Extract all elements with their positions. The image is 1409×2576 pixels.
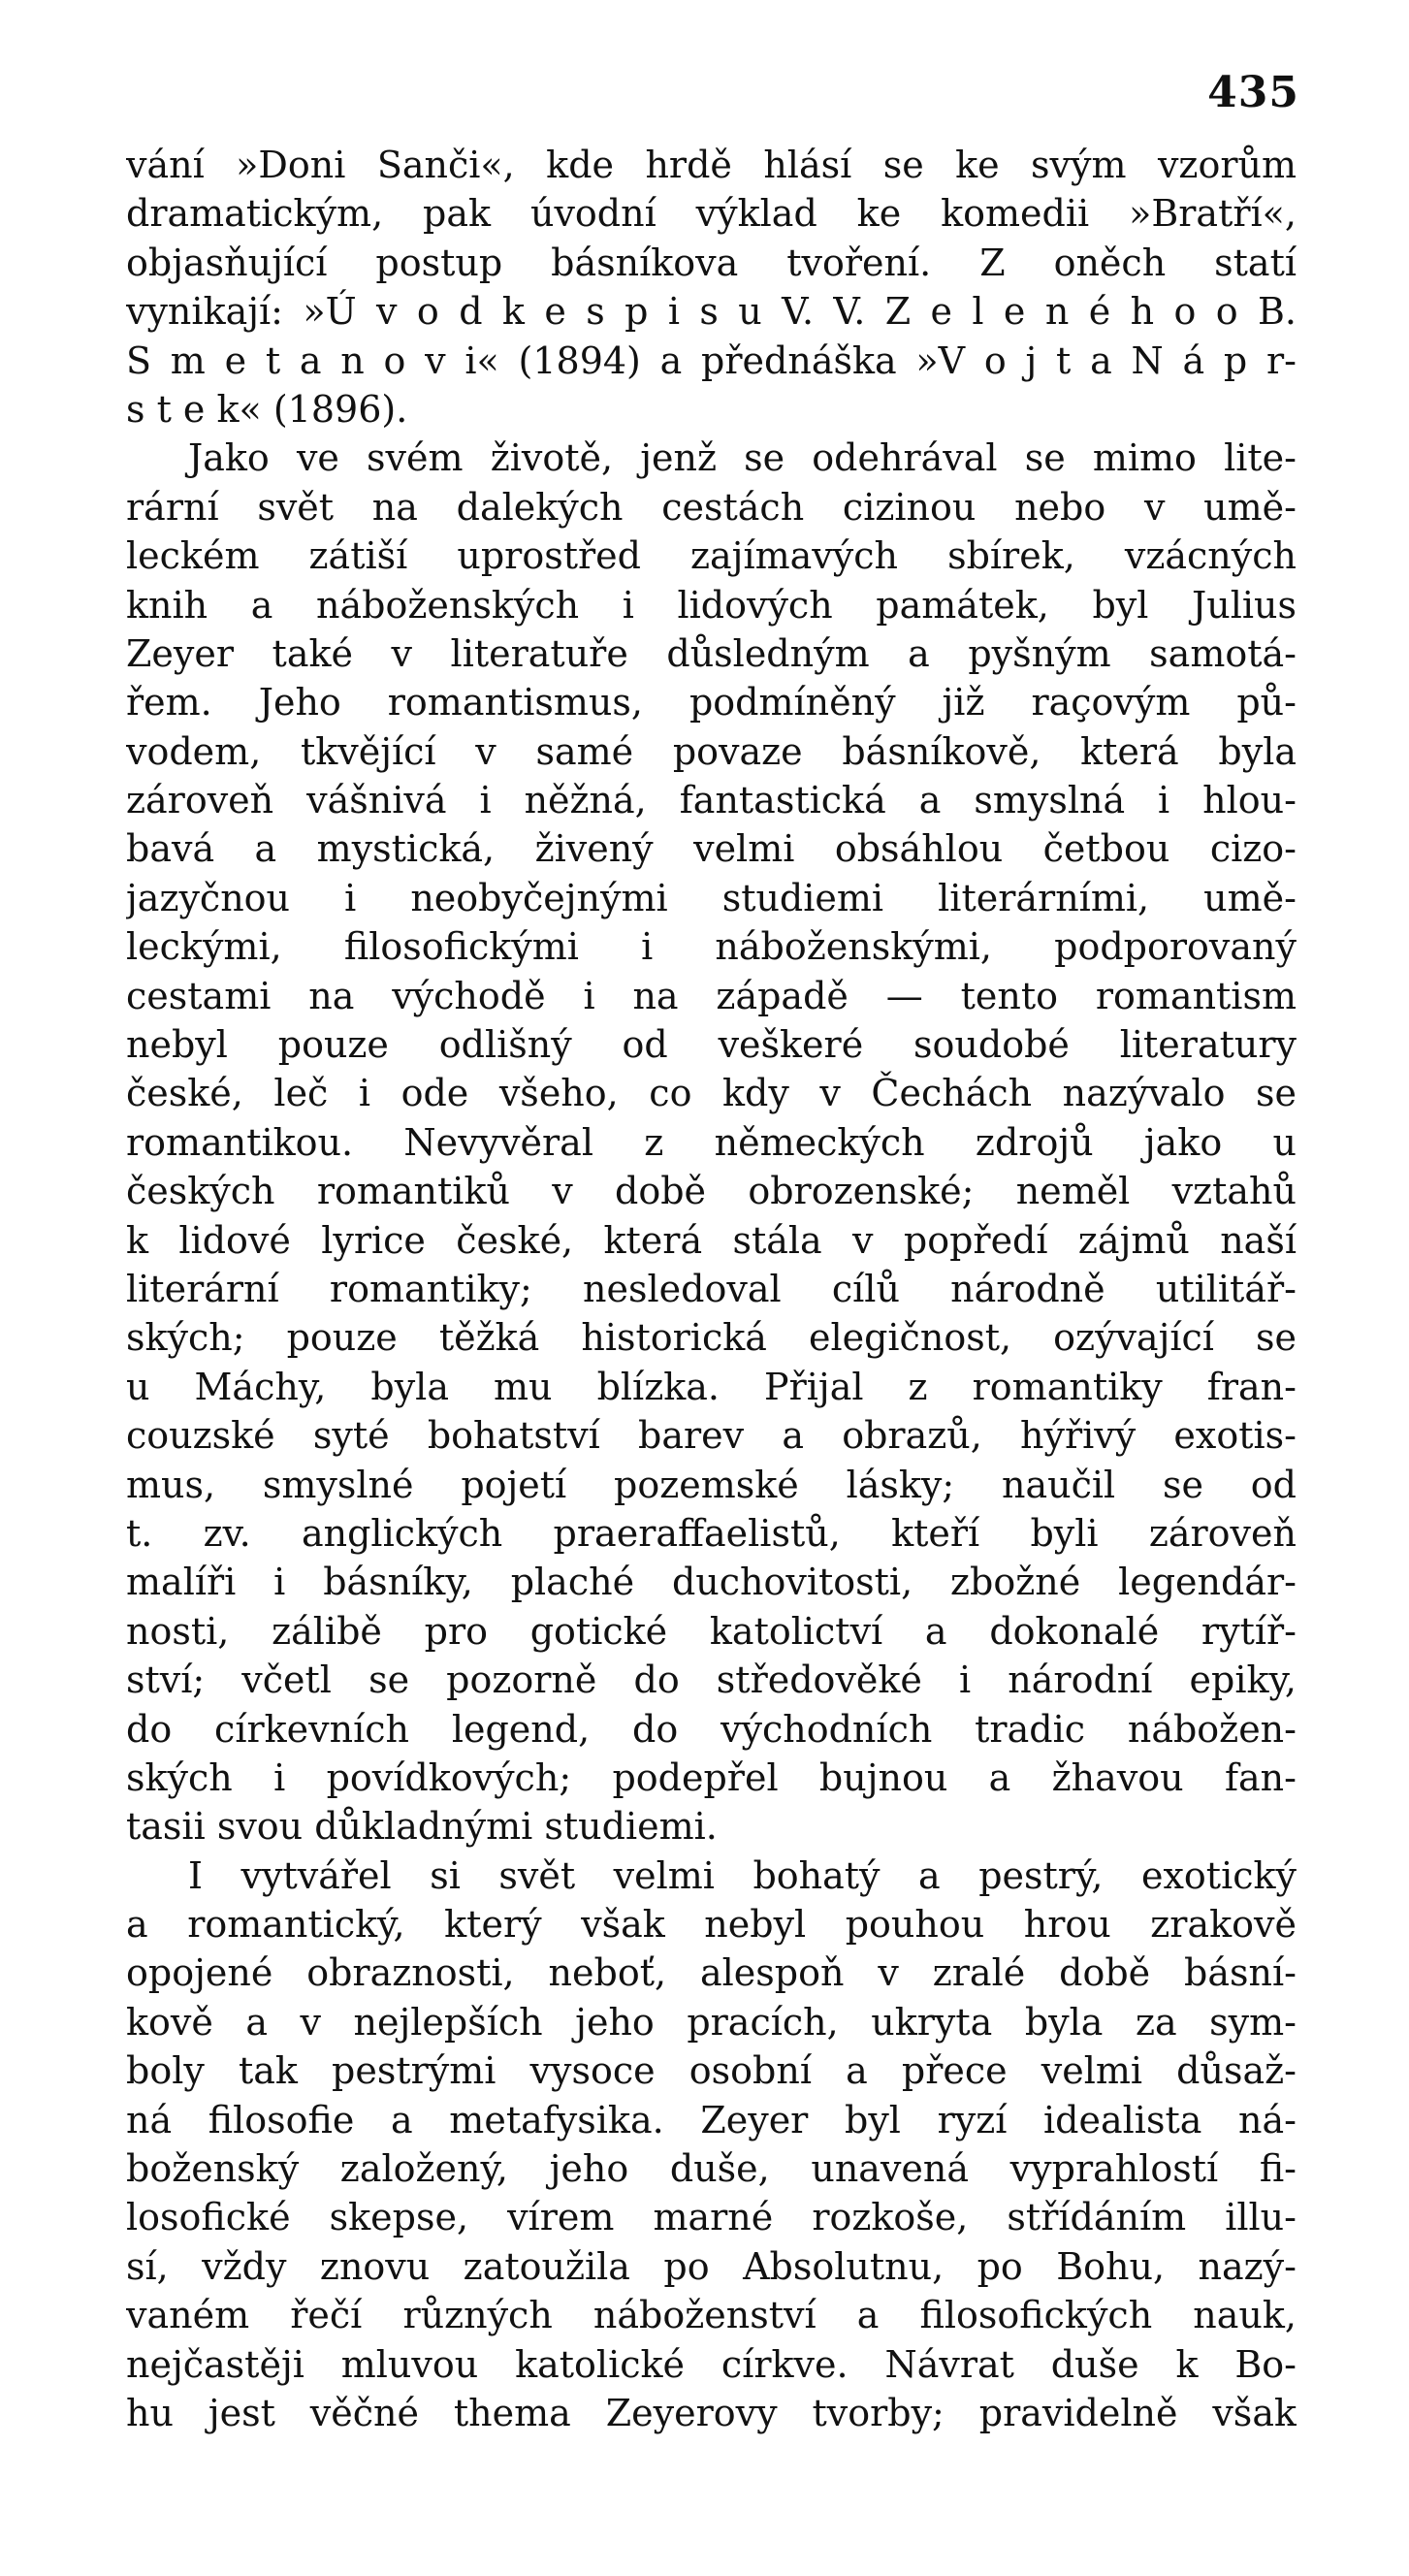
text-line: vání »Doni Sanči«, kde hrdě hlásí se ke svým vzorům — [126, 144, 1297, 186]
text-line: vaném řečí různých náboženství a filosofických nauk, — [126, 2294, 1297, 2337]
text-line: objasňující postup básníkova tvoření. Z oněch statí — [126, 241, 1297, 284]
text-line: nebyl pouze odlišný od veškeré soudobé literatury — [126, 1023, 1297, 1067]
page-number: 435 — [1207, 68, 1299, 117]
text-line: couzské syté bohatství barev a obrazů, hýřivý exotis- — [126, 1414, 1297, 1458]
text-line: ských; pouze těžká historická elegičnost, ozývající se — [126, 1316, 1297, 1360]
text-line: nosti, zálibě pro gotické katolictví a dokonalé rytíř- — [126, 1609, 1297, 1653]
text-line: bavá a mystická, živený velmi obsáhlou četbou cizo- — [126, 827, 1297, 871]
text-line: vynikají: »Ú v o d k e s p i s u V. V. Z e l e n é h o o B. — [126, 290, 1297, 334]
text-line: zároveň vášnivá i něžná, fantastická a smyslná i hlou- — [126, 779, 1297, 822]
text-line: S m e t a n o v i« (1894) a přednáška »V o j t a N á p r- — [126, 338, 1297, 382]
text-line: ství; včetl se pozorně do středověké i národní epiky, — [126, 1658, 1297, 1702]
text-line: opojené obraznosti, neboť, alespoň v zralé době básní- — [126, 1951, 1297, 1995]
text-line: rární svět na dalekých cestách cizinou nebo v umě- — [126, 485, 1297, 529]
text-line: mus, smyslné pojetí pozemské lásky; naučil se od — [126, 1463, 1297, 1506]
text-line: řem. Jeho romantismus, podmíněný již raçovým pů- — [126, 681, 1297, 724]
text-line: knih a náboženských i lidových památek, byl Julius — [126, 583, 1297, 627]
text-line: k lidové lyrice české, která stála v popředí zájmů naší — [126, 1218, 1297, 1262]
text-line: leckými, filosofickými i náboženskými, podporovaný — [126, 925, 1297, 969]
text-line: kově a v nejlepších jeho pracích, ukryta byla za sym- — [126, 2000, 1297, 2044]
text-line: ná filosofie a metafysika. Zeyer byl ryzí idealista ná- — [126, 2098, 1297, 2141]
text-line: malíři i básníky, plaché duchovitosti, zbožné legendár- — [126, 1561, 1297, 1604]
text-line: boženský založený, jeho duše, unavená vyprahlostí fi- — [126, 2147, 1297, 2191]
text-line: s t e k« (1896). — [126, 387, 408, 431]
text-line: Jako ve svém životě, jenž se odehrával se mimo lite- — [188, 436, 1297, 480]
text-line: boly tak pestrými vysoce osobní a přece velmi důsaž- — [126, 2049, 1297, 2093]
text-line: tasii svou důkladnými studiemi. — [126, 1805, 718, 1849]
text-line: literární romantiky; nesledoval cílů národně utilitář- — [126, 1267, 1297, 1310]
text-line: jazyčnou i neobyčejnými studiemi literárními, umě- — [126, 876, 1297, 919]
text-line: do církevních legend, do východních tradic nábožen- — [126, 1707, 1297, 1751]
text-line: t. zv. anglických praeraffaelistů, kteří byli zároveň — [126, 1511, 1297, 1555]
text-line: českých romantiků v době obrozenské; neměl vztahů — [126, 1170, 1297, 1213]
text-line: Zeyer také v literatuře důsledným a pyšným samotá- — [126, 631, 1297, 675]
text-line: vodem, tkvějící v samé povaze básníkově, která byla — [126, 729, 1297, 773]
text-line: sí, vždy znovu zatoužila po Absolutnu, po Bohu, nazý- — [126, 2244, 1297, 2288]
text-line: leckém zátiší uprostřed zajímavých sbírek, vzácných — [126, 534, 1297, 578]
text-line: nejčastěji mluvou katolické církve. Návrat duše k Bo- — [126, 2342, 1297, 2386]
text-line: a romantický, který však nebyl pouhou hrou zrakově — [126, 1903, 1297, 1947]
text-line: I vytvářel si svět velmi bohatý a pestrý, exotický — [188, 1853, 1297, 1897]
text-line: losofické skepse, vírem marné rozkoše, střídáním illu- — [126, 2196, 1297, 2239]
text-line: dramatickým, pak úvodní výklad ke komedii »Bratří«, — [126, 192, 1297, 236]
text-line: hu jest věčné thema Zeyerovy tvorby; pravidelně však — [126, 2391, 1297, 2434]
text-line: cestami na východě i na západě — tento romantism — [126, 974, 1297, 1017]
text-line: ských i povídkových; podepřel bujnou a žhavou fan- — [126, 1755, 1297, 1799]
text-line: české, leč i ode všeho, co kdy v Čechách nazývalo se — [126, 1072, 1297, 1115]
text-line: romantikou. Nevyvěral z německých zdrojů jako u — [126, 1120, 1297, 1164]
text-line: u Máchy, byla mu blízka. Přijal z romantiky fran- — [126, 1365, 1297, 1408]
body-text — [126, 141, 1297, 2437]
